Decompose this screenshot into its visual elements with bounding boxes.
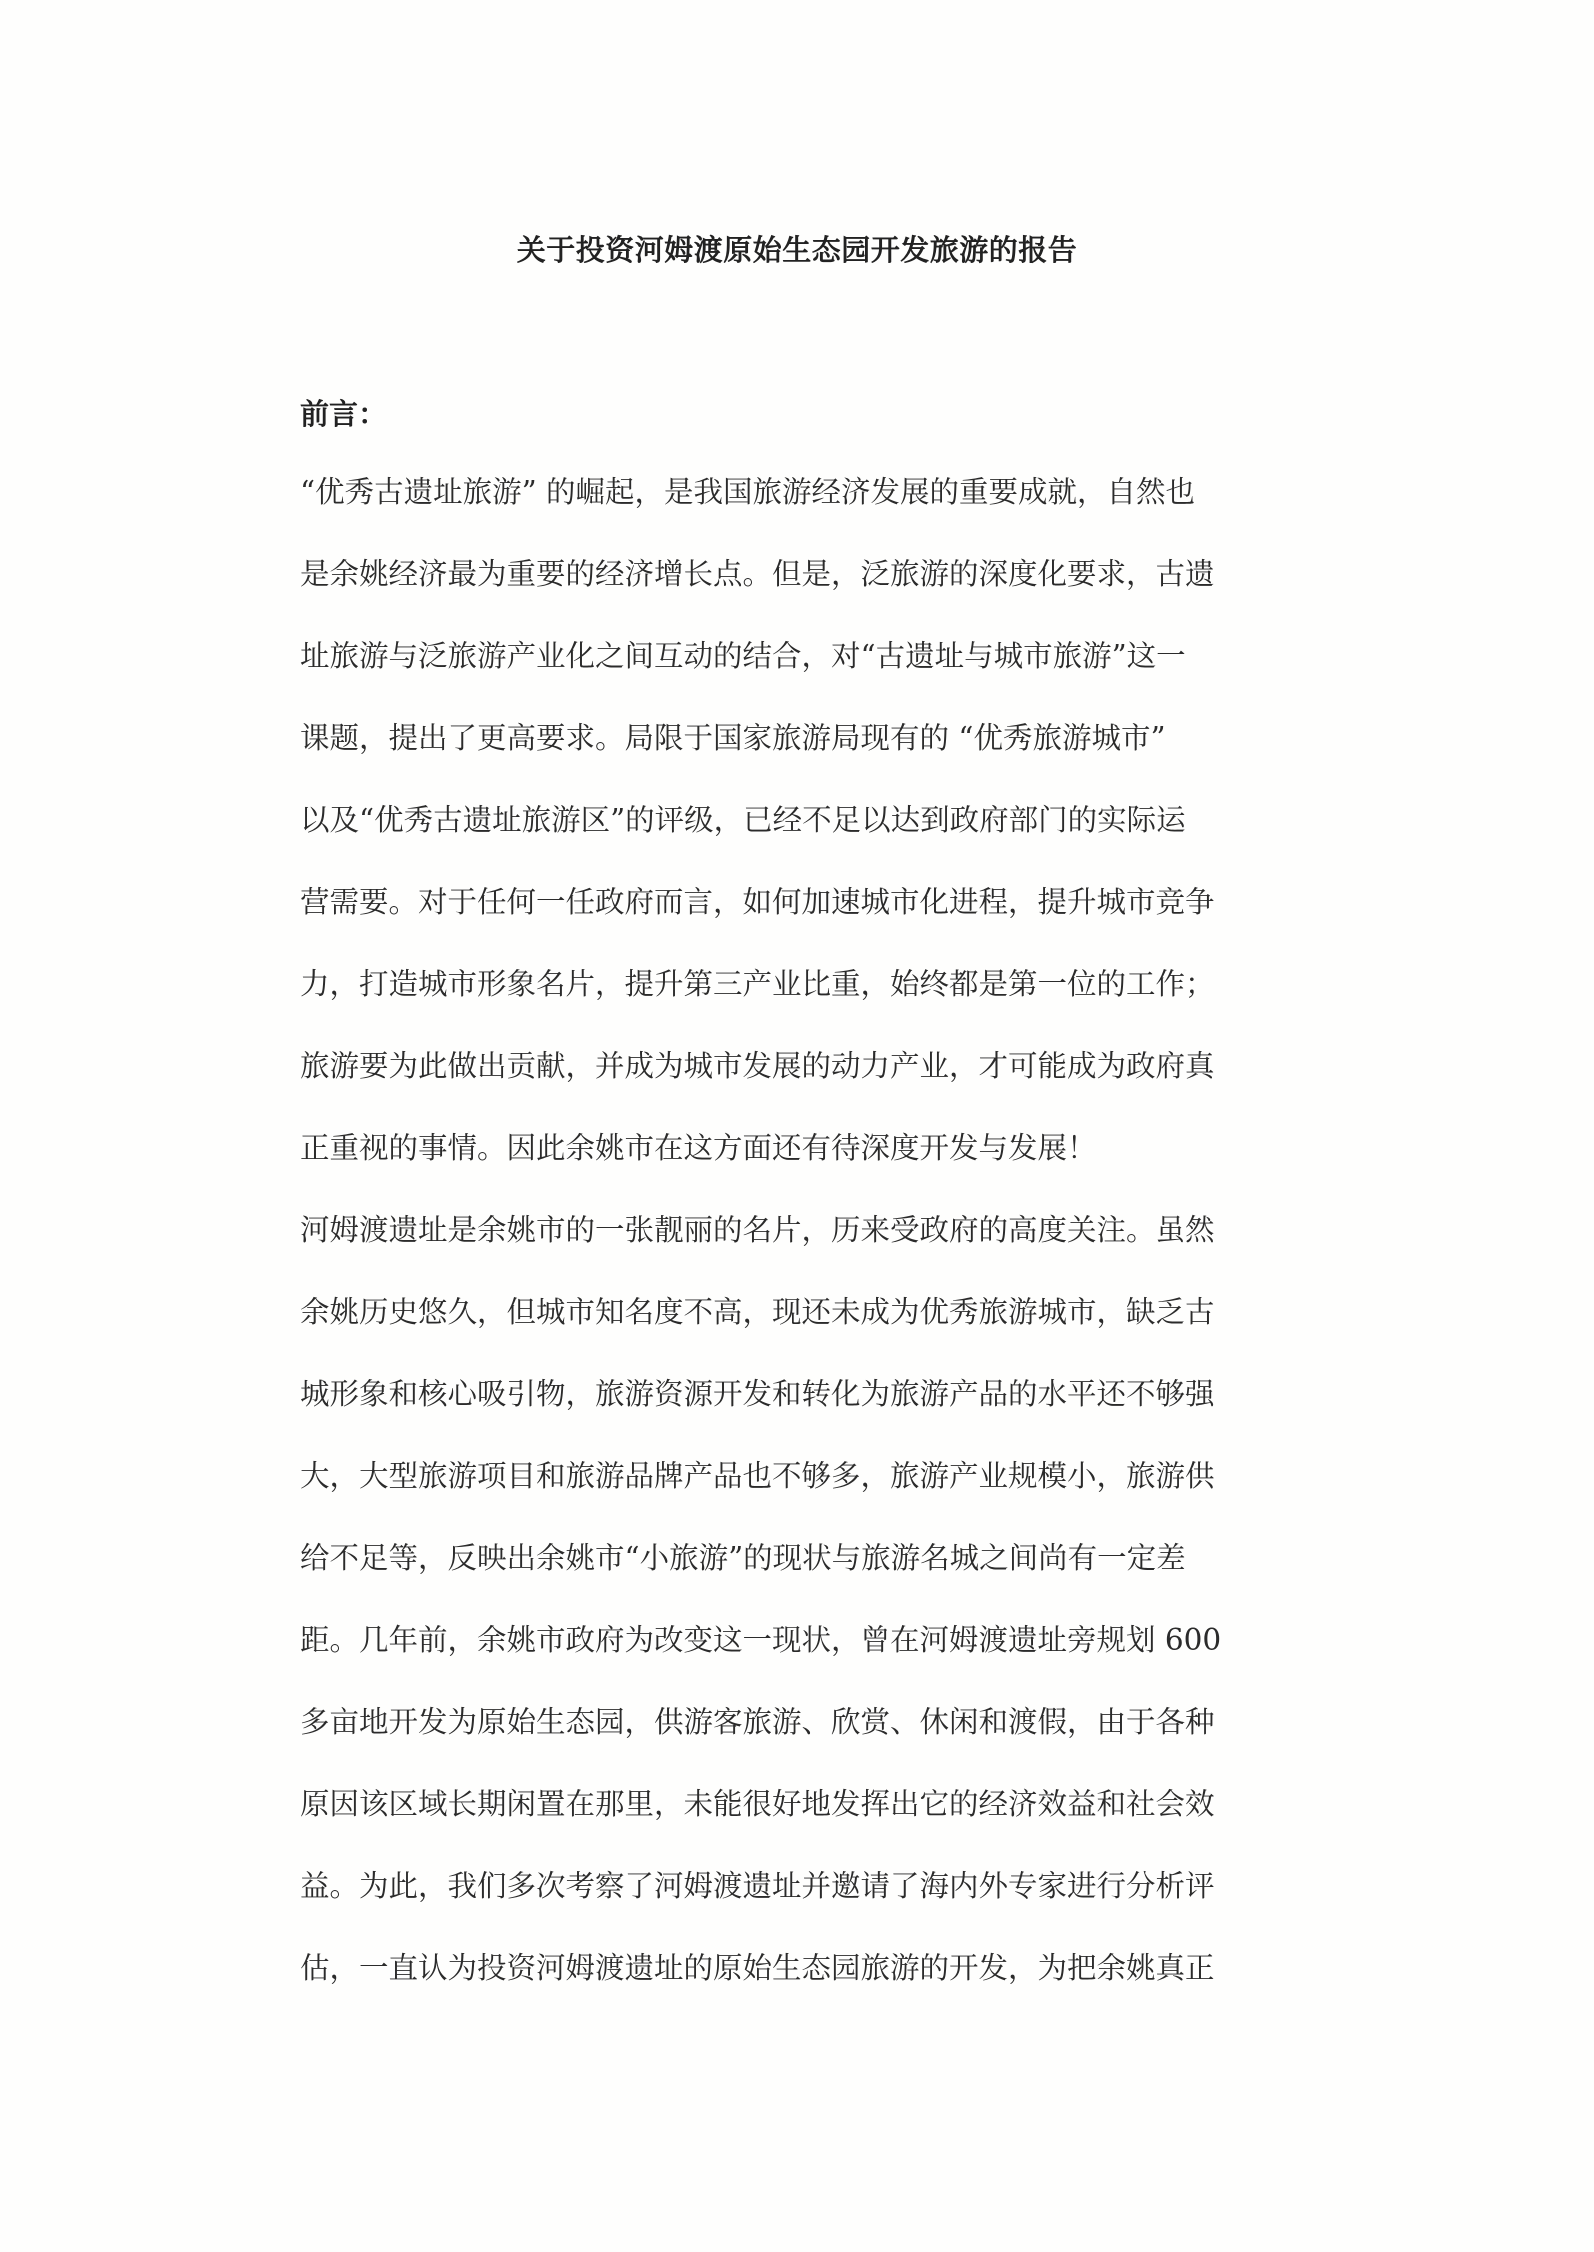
text-line: 旅游要为此做出贡献，并成为城市发展的动力产业，才可能成为政府真 — [300, 1049, 1215, 1083]
section-heading: 前言： — [300, 397, 388, 431]
text-line: 原因该区域长期闲置在那里，未能很好地发挥出它的经济效益和社会效 — [300, 1787, 1215, 1821]
text-line: 以及“优秀古遗址旅游区”的评级，已经不足以达到政府部门的实际运 — [300, 803, 1186, 837]
text-line: 河姆渡遗址是余姚市的一张靓丽的名片，历来受政府的高度关注。虽然 — [300, 1213, 1215, 1247]
body-text — [300, 462, 1320, 2020]
text-line: 城形象和核心吸引物，旅游资源开发和转化为旅游产品的水平还不够强 — [300, 1377, 1215, 1411]
text-line: 课题，提出了更高要求。局限于国家旅游局现有的 “优秀旅游城市” — [300, 721, 1166, 755]
text-line: 给不足等，反映出余姚市“小旅游”的现状与旅游名城之间尚有一定差 — [300, 1541, 1186, 1575]
text-line: 力，打造城市形象名片，提升第三产业比重，始终都是第一位的工作； — [300, 967, 1215, 1001]
text-line: “优秀古遗址旅游” 的崛起，是我国旅游经济发展的重要成就，自然也 — [300, 475, 1196, 509]
text-line: 大，大型旅游项目和旅游品牌产品也不够多，旅游产业规模小，旅游供 — [300, 1459, 1215, 1493]
text-line: 正重视的事情。因此余姚市在这方面还有待深度开发与发展！ — [300, 1131, 1097, 1165]
text-line: 多亩地开发为原始生态园，供游客旅游、欣赏、休闲和渡假，由于各种 — [300, 1705, 1215, 1739]
text-line: 距。几年前，余姚市政府为改变这一现状，曾在河姆渡遗址旁规划 600 — [300, 1623, 1222, 1657]
text-line: 是余姚经济最为重要的经济增长点。但是，泛旅游的深度化要求，古遗 — [300, 557, 1215, 591]
text-line: 余姚历史悠久，但城市知名度不高，现还未成为优秀旅游城市，缺乏古 — [300, 1295, 1215, 1329]
text-line: 营需要。对于任何一任政府而言，如何加速城市化进程，提升城市竞争 — [300, 885, 1215, 919]
text-line: 址旅游与泛旅游产业化之间互动的结合，对“古遗址与城市旅游”这一 — [300, 639, 1186, 673]
text-line: 估，一直认为投资河姆渡遗址的原始生态园旅游的开发，为把余姚真正 — [300, 1951, 1215, 1985]
text-line: 益。为此，我们多次考察了河姆渡遗址并邀请了海内外专家进行分析评 — [300, 1869, 1215, 1903]
document-title: 关于投资河姆渡原始生态园开发旅游的报告 — [516, 233, 1078, 267]
